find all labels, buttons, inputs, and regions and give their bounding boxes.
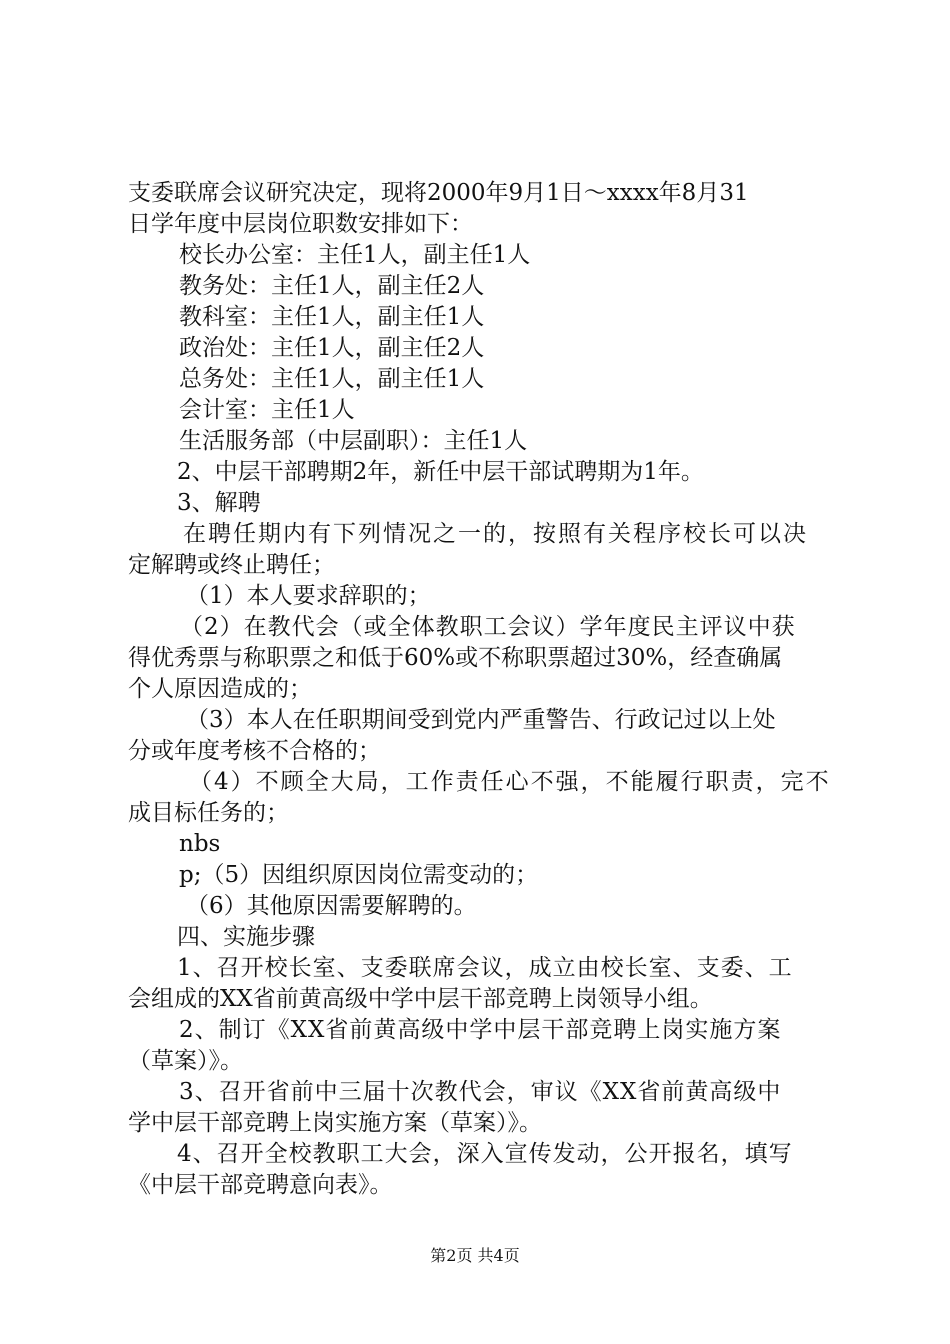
paragraph-line: 教科室：主任1人，副主任1人	[179, 304, 485, 330]
paragraph-line: 会计室：主任1人	[179, 397, 355, 423]
paragraph-line: 教务处：主任1人，副主任2人	[179, 273, 485, 299]
paragraph-line: （2）在教代会（或全体教职工会议）学年度民主评议中获	[180, 614, 796, 640]
paragraph-line: 校长办公室：主任1人，副主任1人	[179, 242, 531, 268]
paragraph-line: （4）不顾全大局，工作责任心不强，不能履行职责，完不	[189, 769, 831, 795]
paragraph-line: 学中层干部竞聘上岗实施方案（草案）》。	[128, 1110, 542, 1136]
paragraph-line: 4、召开全校教职工大会，深入宣传发动，公开报名，填写	[177, 1141, 793, 1167]
paragraph-line: 总务处：主任1人，副主任1人	[179, 366, 485, 392]
paragraph-line: 生活服务部（中层副职）：主任1人	[179, 428, 528, 454]
paragraph-line: 定解聘或终止聘任；	[128, 552, 335, 578]
paragraph-line: 在聘任期内有下列情况之一的，按照有关程序校长可以决	[183, 521, 808, 547]
paragraph-line: 日学年度中层岗位职数安排如下：	[128, 211, 473, 237]
paragraph-line: 2、制订《XX省前黄高级中学中层干部竞聘上岗实施方案	[179, 1017, 782, 1043]
paragraph-line: 1、召开校长室、支委联席会议，成立由校长室、支委、工	[177, 955, 793, 981]
paragraph-line: 2、中层干部聘期2年，新任中层干部试聘期为1年。	[177, 459, 704, 485]
paragraph-line: 3、解聘	[177, 490, 261, 516]
paragraph-line: p;（5）因组织原因岗位需变动的；	[179, 862, 539, 888]
paragraph-line: nbs	[179, 831, 221, 857]
paragraph-line: （6）其他原因需要解聘的。	[186, 893, 477, 919]
paragraph-line: （3）本人在任职期间受到党内严重警告、行政记过以上处	[186, 707, 776, 733]
paragraph-line: 四、实施步骤	[177, 924, 315, 950]
paragraph-line: 3、召开省前中三届十次教代会，审议《XX省前黄高级中	[179, 1079, 782, 1105]
paragraph-line: 支委联席会议研究决定，现将2000年9月1日～xxxx年8月31	[128, 180, 749, 206]
paragraph-line: 个人原因造成的；	[128, 676, 312, 702]
paragraph-line: 成目标任务的；	[128, 800, 289, 826]
paragraph-line: 分或年度考核不合格的；	[128, 738, 381, 764]
paragraph-line: （1）本人要求辞职的；	[186, 583, 431, 609]
paragraph-line: 《中层干部竞聘意向表》。	[128, 1172, 393, 1198]
paragraph-line: （草案）》。	[128, 1048, 243, 1074]
paragraph-line: 会组成的XX省前黄高级中学中层干部竞聘上岗领导小组。	[128, 986, 713, 1012]
page-indicator: 第2页 共4页	[430, 1246, 520, 1265]
paragraph-line: 得优秀票与称职票之和低于60%或不称职票超过30%，经查确属	[128, 645, 783, 671]
paragraph-line: 政治处：主任1人，副主任2人	[179, 335, 485, 361]
